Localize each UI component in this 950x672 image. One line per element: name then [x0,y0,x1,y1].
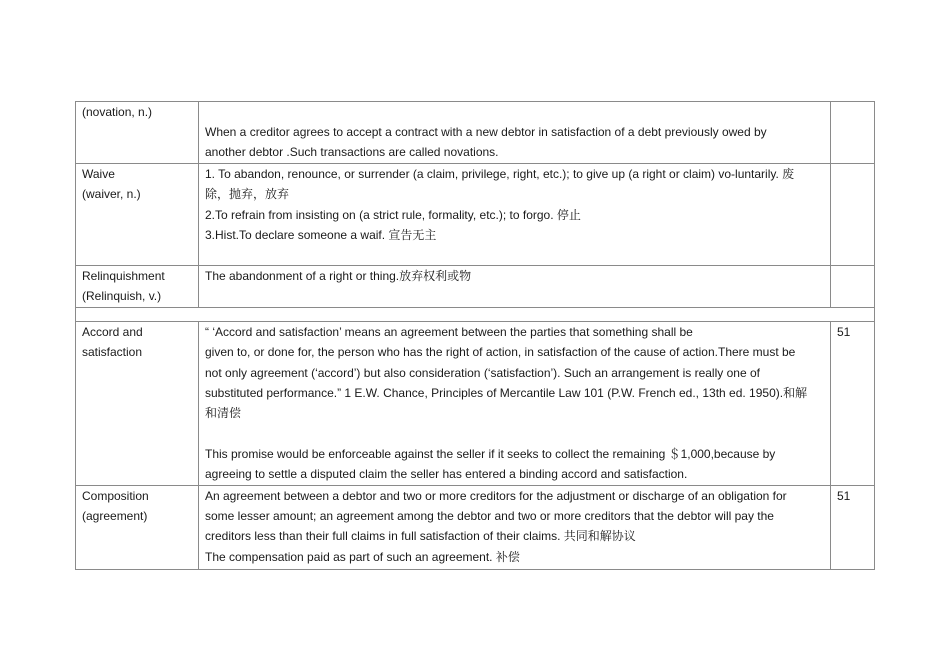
definition-cell [199,485,831,569]
definition-line: 除，抛弃，放弃 [205,187,290,202]
definition-line: creditors less than their full claims in full satisfaction of their claims. 共同和解协议 [205,529,636,544]
table-row [76,321,875,485]
definition-line: An agreement between a debtor and two or more creditors for the adjustment or discharge of an obligation for [205,488,787,503]
term-cell [76,164,199,266]
term-cell [76,102,199,164]
page-cell [831,266,875,308]
definition-line: given to, or done for, the person who has the right of action, in satisfaction of the cause of action.There must be [205,345,796,360]
definition-line: This promise would be enforceable against the seller if it seeks to collect the remaining ＄1,000,because by [205,446,776,461]
definition-cell [199,102,831,164]
glossary-table [75,101,875,570]
page-number: 51 [837,324,851,339]
page-number: 51 [837,488,851,503]
blank-line [205,424,824,444]
definition-line: 3.Hist.To declare someone a waif. 宣告无主 [205,228,437,243]
table-row [76,102,875,164]
term-cell [76,485,199,569]
definition-line: 和清偿 [205,406,242,421]
definition-cell [199,321,831,485]
definition-line: another debtor .Such transactions are called novations. [205,145,499,160]
definition-line: agreeing to settle a disputed claim the seller has entered a binding accord and satisfaction. [205,467,688,482]
table-row [76,266,875,308]
term-line: satisfaction [82,345,143,360]
term-line: Accord and [82,324,143,339]
definition-line: The abandonment of a right or thing.放弃权利或物 [205,269,472,283]
spacer-cell [76,307,875,321]
definition-cell [199,266,831,308]
definition-line: 2.To refrain from insisting on (a strict rule, formality, etc.); to forgo. 停止 [205,207,581,222]
definition-line: not only agreement (‘accord’) but also consideration (‘satisfaction’). Such an arrangement is really one of [205,365,760,380]
page-cell [831,102,875,164]
term-line: Waive [82,167,115,181]
term-line: (Relinquish, v.) [82,289,162,304]
table-row [76,485,875,569]
definition-line: When a creditor agrees to accept a contract with a new debtor in satisfaction of a debt previously owed by [205,125,767,139]
term-line: Composition [82,488,149,503]
definition-line: some lesser amount; an agreement among the debtor and two or more creditors that the debtor will pay the [205,509,774,524]
definition-line: substituted performance.” 1 E.W. Chance, Principles of Mercantile Law 101 (P.W. French ed., 13th ed. 1950).和解 [205,386,808,401]
term-cell [76,321,199,485]
term-line: (waiver, n.) [82,187,141,202]
term-line: (agreement) [82,509,148,524]
term-cell [76,266,199,308]
blank-line [205,102,824,122]
definition-line: 1. To abandon, renounce, or surrender (a claim, privilege, right, etc.); to give up (a right or claim) vo-luntarily. 废 [205,167,795,181]
page-cell [831,321,875,485]
page-cell [831,485,875,569]
definition-line: “ ‘Accord and satisfaction’ means an agreement between the parties that something shall be [205,324,693,339]
page-cell [831,164,875,266]
term-line: (novation, n.) [82,105,153,119]
table-row [76,164,875,266]
spacer-row [76,307,875,321]
term-line: Relinquishment [82,269,165,283]
definition-line: The compensation paid as part of such an agreement. 补偿 [205,549,520,564]
definition-cell [199,164,831,266]
